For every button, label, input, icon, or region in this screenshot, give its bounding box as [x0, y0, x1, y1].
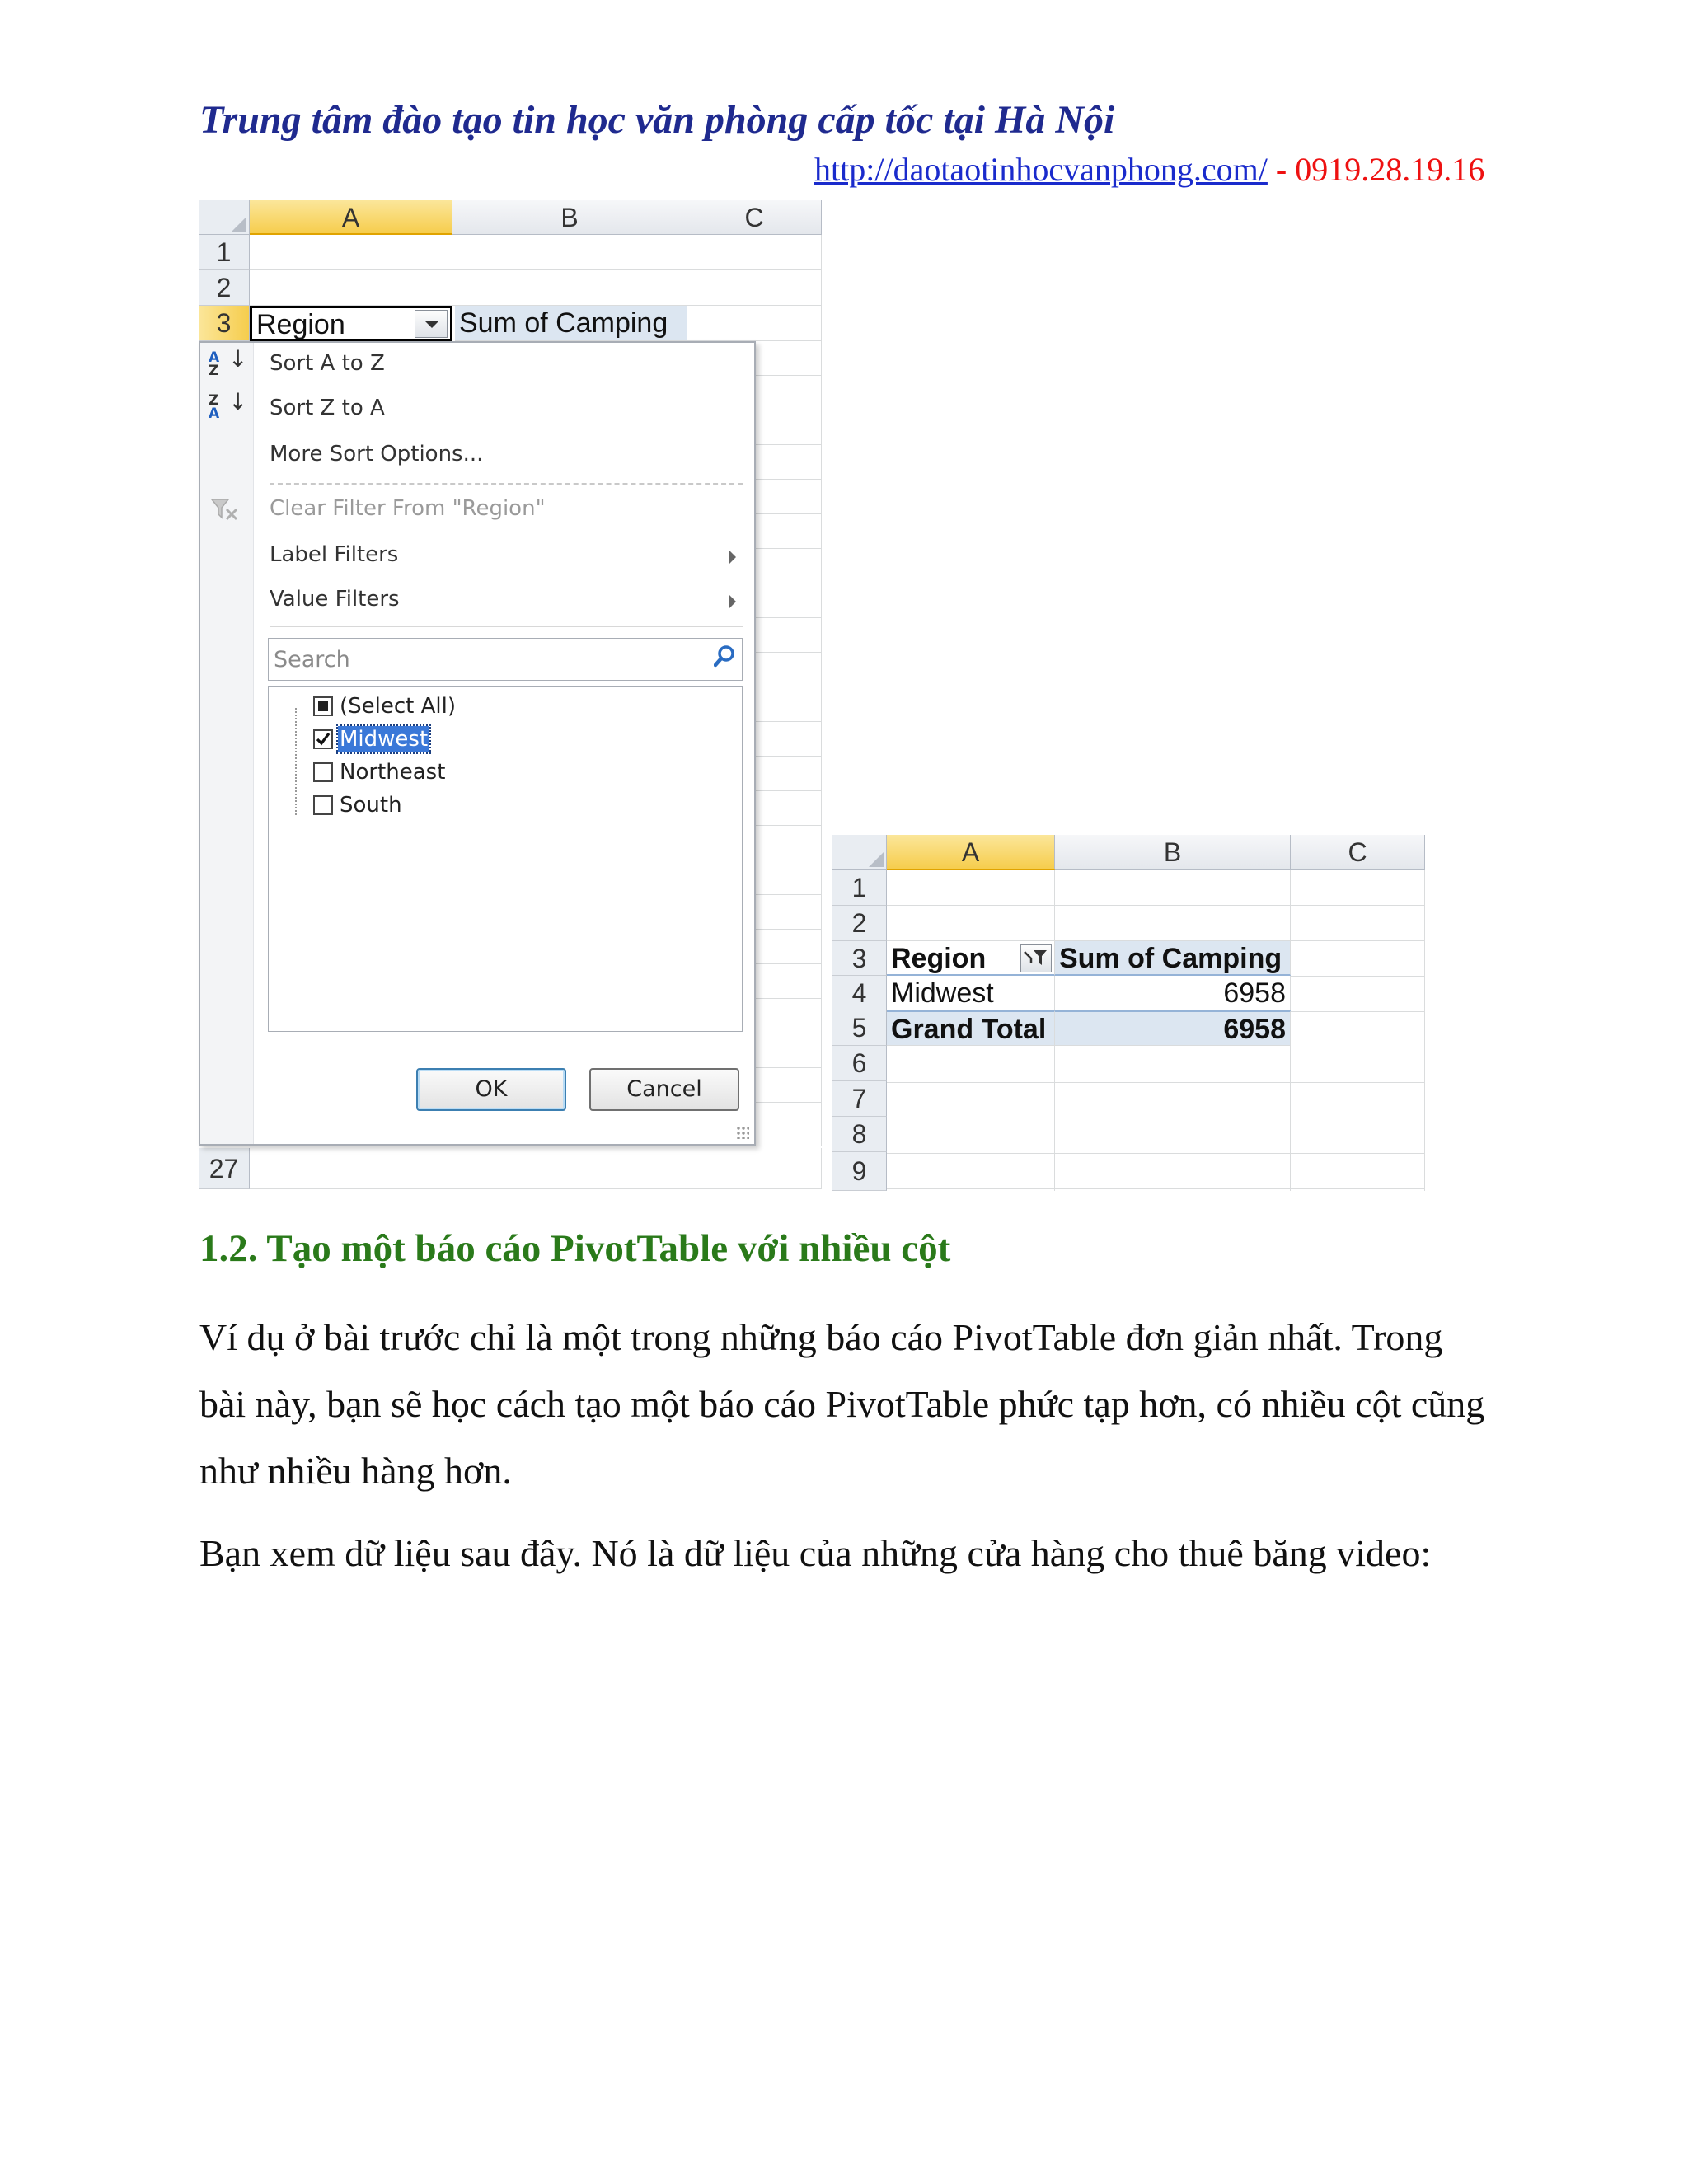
menu-separator	[270, 483, 743, 485]
cell-c3[interactable]	[687, 306, 822, 341]
column-header-a[interactable]: A	[250, 200, 452, 235]
row-header-3[interactable]: 3	[199, 306, 250, 341]
resize-grip-icon[interactable]	[736, 1126, 749, 1139]
cell-b4-value[interactable]: 6958	[1055, 976, 1291, 1010]
column-header-a[interactable]: A	[887, 835, 1055, 870]
value-filters-item[interactable]: Value Filters	[270, 587, 400, 612]
paragraph-intro: Ví dụ ở bài trước chỉ là một trong những báo cáo PivotTable đơn giản nhất. Trong bài này, bạn sẽ học cách tạo một báo cáo PivotTable phức tạp hơn, có nhiều cột cũng như nhiều hàng hơn.	[199, 1316, 1485, 1492]
cell-a4-midwest[interactable]: Midwest	[887, 976, 1055, 1010]
cell-b1[interactable]	[452, 235, 687, 270]
menu-icon-gutter	[200, 343, 254, 1144]
cell-b2[interactable]	[452, 270, 687, 306]
cell-c2[interactable]	[687, 270, 822, 306]
search-placeholder: Search	[274, 647, 350, 673]
row-header-6[interactable]: 6	[832, 1046, 887, 1081]
chevron-down-icon	[424, 321, 439, 328]
cell-a5-grand-total[interactable]: Grand Total	[887, 1010, 1055, 1046]
cell-b27[interactable]	[452, 1148, 687, 1189]
cell-a1[interactable]	[250, 235, 452, 270]
sort-ascending-icon: A Z ↓	[209, 345, 248, 379]
cell-b3-sum-of-camping[interactable]: Sum of Camping	[1055, 941, 1291, 976]
header-contact	[814, 150, 1484, 189]
spreadsheet-filtered-result	[832, 835, 1425, 1191]
cell-b3-sum-of-camping[interactable]: Sum of Camping	[455, 306, 687, 341]
more-sort-options-item[interactable]: More Sort Options...	[270, 442, 484, 466]
sort-descending-icon: Z A ↓	[209, 388, 248, 422]
cell-b5-grand-total-value[interactable]: 6958	[1055, 1010, 1291, 1046]
row-header-2[interactable]: 2	[199, 270, 250, 306]
value-filters-submenu-icon	[729, 594, 736, 609]
label-filters-submenu-icon	[729, 550, 736, 565]
row-header-8[interactable]: 8	[832, 1117, 887, 1152]
cell-a27[interactable]	[250, 1148, 452, 1189]
region-label: Region	[891, 943, 987, 974]
search-icon	[714, 644, 735, 672]
checkbox-partial-icon[interactable]	[313, 696, 333, 716]
header-separator: -	[1267, 151, 1296, 188]
cell-c1[interactable]	[687, 235, 822, 270]
tree-connector	[295, 708, 297, 815]
column-header-c[interactable]: C	[1291, 835, 1425, 870]
row-header-1[interactable]: 1	[832, 870, 887, 906]
row-header-3[interactable]: 3	[832, 941, 887, 976]
row-header-9[interactable]: 9	[832, 1152, 887, 1191]
sort-a-to-z-item[interactable]: Sort A to Z	[270, 351, 385, 376]
row-header-27[interactable]: 27	[199, 1148, 250, 1189]
checkbox-unchecked-icon[interactable]	[313, 795, 333, 815]
select-all-corner[interactable]	[199, 200, 250, 235]
filter-search-input[interactable]	[268, 638, 743, 681]
row-header-5[interactable]: 5	[832, 1010, 887, 1046]
clear-filter-item: Clear Filter From "Region"	[270, 496, 546, 521]
section-heading: 1.2. Tạo một báo cáo PivotTable với nhiều cột	[199, 1227, 951, 1270]
filter-funnel-icon	[1021, 945, 1051, 972]
region-filter-button[interactable]	[415, 310, 448, 338]
menu-separator	[270, 626, 743, 627]
column-header-c[interactable]: C	[687, 200, 822, 235]
page-header-title: Trung tâm đào tạo tin học văn phòng cấp tốc tại Hà Nội	[199, 98, 1115, 142]
checkbox-checked-icon[interactable]	[313, 729, 333, 749]
row-header-1[interactable]: 1	[199, 235, 250, 270]
filter-items-list: (Select All) Midwest Northeast South	[268, 686, 743, 1032]
clear-filter-icon	[210, 496, 241, 524]
grid-right-strip	[756, 341, 822, 1146]
row-header-7[interactable]: 7	[832, 1081, 887, 1117]
sort-z-to-a-item[interactable]: Sort Z to A	[270, 396, 385, 420]
label-filters-item[interactable]: Label Filters	[270, 542, 399, 567]
cell-a2[interactable]	[250, 270, 452, 306]
region-filter-dropdown	[199, 341, 756, 1146]
checkbox-unchecked-icon[interactable]	[313, 762, 333, 782]
column-header-b[interactable]: B	[452, 200, 687, 235]
website-link[interactable]: http://daotaotinhocvanphong.com/	[814, 151, 1268, 188]
cell-c27[interactable]	[687, 1148, 822, 1189]
paragraph-data-intro: Bạn xem dữ liệu sau đây. Nó là dữ liệu của những cửa hàng cho thuê băng video:	[199, 1532, 1432, 1574]
column-header-b[interactable]: B	[1055, 835, 1291, 870]
row-header-2[interactable]: 2	[832, 906, 887, 941]
cancel-button[interactable]: Cancel	[589, 1068, 739, 1111]
phone-number: 0919.28.19.16	[1295, 151, 1485, 188]
region-label: Region	[256, 309, 345, 340]
grid-column-line	[1424, 870, 1425, 1191]
region-filter-active-button[interactable]	[1020, 944, 1052, 972]
ok-button[interactable]: OK	[416, 1068, 566, 1111]
row-header-4[interactable]: 4	[832, 976, 887, 1010]
select-all-corner[interactable]	[832, 835, 887, 870]
